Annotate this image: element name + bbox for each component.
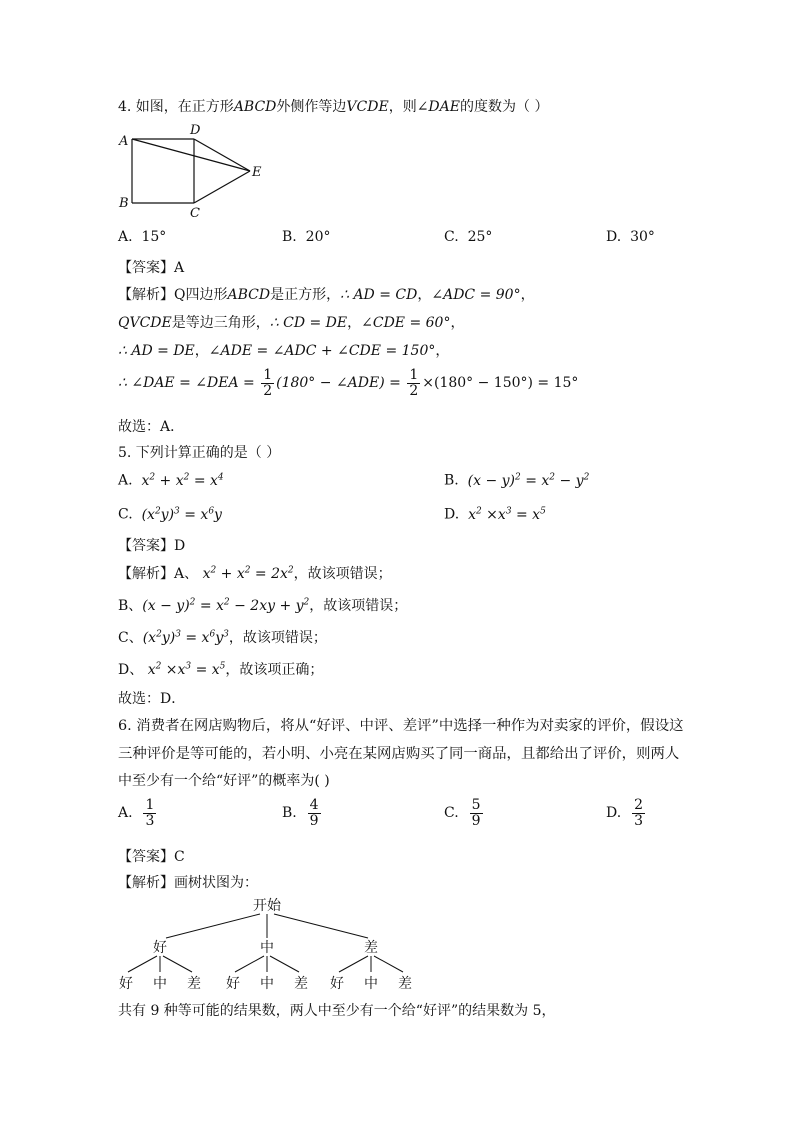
q4-option-d-label: D. (606, 229, 622, 245)
q4-solution-end: 故选：A． (118, 419, 185, 435)
tree-root: 开始 (253, 898, 281, 914)
q4-stem-mid: 外侧作等边 (276, 99, 347, 115)
q6-option-fraction (308, 798, 321, 828)
q5-solution-a (118, 563, 392, 583)
q4-stem-angle: ∠DAE (416, 99, 460, 115)
q4-stem-suffix: 的度数为（ ） (460, 99, 549, 115)
tree-leaf: 差 (398, 976, 412, 992)
q4-option-d (606, 229, 655, 245)
q6-stem-line-3: 中至少有一个给“好评”的概率为( ) (118, 773, 330, 789)
fraction-numerator: 1 (409, 367, 419, 383)
q4-answer: 【答案】A (118, 260, 185, 276)
q5-option-b-label: B. (444, 472, 459, 489)
fraction-denominator: 9 (309, 812, 319, 829)
q5-sol-tail: ，故该项错误； (309, 598, 408, 614)
q4-sol-text: Q四边形 (174, 287, 228, 303)
q5-sol-c-expr: $(x^2y)^3 = x^6y^3$ (142, 629, 229, 646)
q4-sol-text: ， (435, 343, 450, 359)
q4-stem (118, 96, 548, 116)
q5-sol-tail: ，故该项正确； (225, 662, 324, 678)
tree-branch (128, 956, 157, 972)
q4-sol-text: 是正方形， (270, 287, 341, 303)
q5-option-a (118, 472, 224, 489)
q5-stem: 5. 下列计算正确的是（ ） (118, 445, 281, 461)
q5-solution-c (118, 627, 327, 647)
tree-branch (270, 956, 299, 972)
q4-option-a-value: 15° (141, 229, 167, 245)
fraction-denominator: 3 (634, 812, 644, 829)
q6-answer: 【答案】C (118, 849, 185, 865)
q5-option-b-expr: $(x - y)^2 = x^2 - y^2$ (467, 472, 590, 489)
q6-tree-diagram (112, 894, 422, 998)
q5-option-a-label: A. (118, 472, 133, 489)
tree-leaf: 好 (330, 976, 344, 992)
tree-leaf: 好 (119, 976, 133, 992)
tree-leaf: 中 (364, 976, 378, 992)
q4-sol-math: ABCD (227, 287, 271, 303)
q4-sol-math: ∴ AD = CD (340, 287, 418, 303)
q6-option-a (118, 798, 158, 828)
q5-sol-prefix: D、 (118, 662, 144, 678)
q4-sol-math: ∠ADC = 90° (431, 287, 521, 303)
q6-option-label: A. (118, 805, 133, 822)
q5-option-b (444, 472, 589, 489)
q4-sol-text: ， (194, 343, 209, 359)
q5-solution-b (118, 595, 407, 615)
q5-sol-prefix: A、 (174, 566, 199, 582)
q4-option-b (282, 229, 330, 245)
q4-stem-then: ，则 (388, 99, 417, 115)
q6-option-d (606, 798, 647, 828)
tree-branch (235, 956, 264, 972)
tree-branch (166, 914, 260, 938)
q4-sol-math: ∴ CD = DE (269, 315, 348, 331)
q4-option-b-value: 20° (305, 229, 331, 245)
tree-leaf: 好 (226, 976, 240, 992)
q5-sol-tail: ，故该项错误； (293, 566, 392, 582)
q4-label-d: D (190, 123, 201, 138)
q4-sol-text: ， (450, 315, 465, 331)
q4-sol-text: ， (417, 287, 432, 303)
q5-option-d (444, 506, 546, 523)
q4-stem-triangle: VCDE (346, 99, 389, 115)
q5-answer: 【答案】D (118, 538, 186, 554)
q6-option-fraction (143, 798, 156, 828)
q4-sol-text: ， (347, 315, 362, 331)
fraction-numerator: 1 (263, 367, 273, 383)
q4-sol-math: QVCDE (118, 315, 172, 331)
q5-solution-end: 故选：D． (118, 691, 186, 707)
q4-label-e: E (252, 165, 262, 180)
q6-option-label: C. (444, 805, 459, 822)
tree-branch (374, 956, 403, 972)
q4-sol-text: 是等边三角形， (171, 315, 270, 331)
q4-option-a (118, 229, 166, 245)
q6-option-c (444, 798, 485, 828)
tree-leaf: 中 (153, 976, 167, 992)
q4-label-a: A (119, 134, 129, 149)
q4-figure (112, 120, 272, 220)
q6-stem-line-1: 6. 消费者在网店购物后，将从“好评、中评、差评”中选择一种作为对卖家的评价，假设这 (118, 718, 684, 734)
fraction-denominator: 2 (263, 382, 273, 399)
q4-stem-square: ABCD (233, 99, 277, 115)
q5-option-c-expr: $(x^2y)^3 = x^6y$ (141, 506, 222, 523)
q5-sol-tail: ，故该项错误； (228, 630, 327, 646)
q6-option-label: B. (282, 805, 297, 822)
q4-option-b-label: B. (282, 229, 297, 245)
q6-stem-line-2: 三种评价是等可能的，若小明、小亮在某网店购买了同一商品，且都给出了评价，则两人 (118, 746, 680, 762)
q4-option-c-value: 25° (467, 229, 493, 245)
q4-label-c: C (190, 206, 200, 220)
q4-edge-de (194, 139, 250, 171)
tree-leaf: 差 (294, 976, 308, 992)
q4-stem-prefix: 4. 如图，在正方形 (118, 99, 234, 115)
q6-option-fraction (470, 798, 483, 828)
tree-leaf: 中 (260, 976, 274, 992)
q4-solution-line-4 (118, 368, 578, 398)
q5-option-c (118, 506, 222, 523)
q6-option-b (282, 798, 323, 828)
q4-solution-line-1 (118, 284, 535, 304)
tree-leaf: 差 (187, 976, 201, 992)
q4-option-a-label: A. (118, 229, 133, 245)
q4-sol-math: ∴ ∠DAE = ∠DEA = (118, 375, 255, 392)
q4-solution-line-3 (118, 340, 449, 360)
fraction-denominator: 2 (409, 382, 419, 399)
q5-option-d-expr: $x^2 \times x^3 = x^5$ (468, 506, 546, 523)
q4-sol-math: ∴ AD = DE (118, 343, 195, 359)
tree-node-level1: 中 (260, 940, 274, 956)
q4-label-b: B (119, 196, 129, 211)
q4-sol-math: ×(180° − 150°) = 15° (422, 375, 579, 392)
q5-sol-a-expr: $x^2 + x^2 = 2x^2$ (202, 565, 294, 582)
q5-sol-d-expr: $x^2 \times x^3 = x^5$ (147, 661, 226, 678)
fraction-numerator: 5 (471, 797, 481, 813)
q6-option-label: D. (606, 805, 622, 822)
q4-sol-math: ∠ADE = ∠ADC + ∠CDE = 150° (208, 343, 436, 359)
tree-branch (163, 956, 192, 972)
fraction-numerator: 2 (634, 797, 644, 813)
fraction-numerator: 4 (309, 797, 319, 813)
q5-solution-label: 【解析】 (118, 566, 174, 582)
q4-option-c-label: C. (444, 229, 459, 245)
tree-branch (339, 956, 368, 972)
q4-edge-ce (194, 171, 250, 203)
q4-sol-math: (180° − ∠ADE) = (276, 375, 401, 392)
fraction-denominator: 3 (145, 812, 155, 829)
q4-option-c (444, 229, 492, 245)
tree-node-level1: 好 (153, 940, 167, 956)
fraction-denominator: 9 (471, 812, 481, 829)
q5-sol-prefix: B、 (118, 598, 143, 614)
tree-node-level1: 差 (364, 940, 378, 956)
q5-option-d-label: D. (444, 506, 460, 523)
q4-solution-line-2 (118, 312, 464, 332)
tree-branch (274, 914, 368, 938)
q4-edge-ae (132, 139, 250, 171)
q5-sol-b-expr: $(x - y)^2 = x^2 - 2xy + y^2$ (142, 597, 310, 614)
q4-fraction-half (261, 368, 274, 398)
q6-solution-intro: 【解析】画树状图为： (118, 875, 258, 891)
q5-solution-d (118, 659, 323, 679)
q4-solution-label: 【解析】 (118, 287, 174, 303)
q6-conclusion: 共有 9 种等可能的结果数，两人中至少有一个给“好评”的结果数为 5， (118, 1003, 556, 1019)
q4-option-d-value: 30° (630, 229, 655, 245)
q4-sol-math: ∠CDE = 60° (361, 315, 451, 331)
q6-option-fraction (632, 798, 645, 828)
q5-sol-prefix: C、 (118, 630, 143, 646)
q5-option-a-expr: $x^2 + x^2 = x^4$ (141, 472, 224, 489)
fraction-numerator: 1 (145, 797, 155, 813)
q4-fraction-half (407, 368, 420, 398)
q5-option-c-label: C. (118, 506, 133, 523)
q4-sol-text: ， (520, 287, 535, 303)
